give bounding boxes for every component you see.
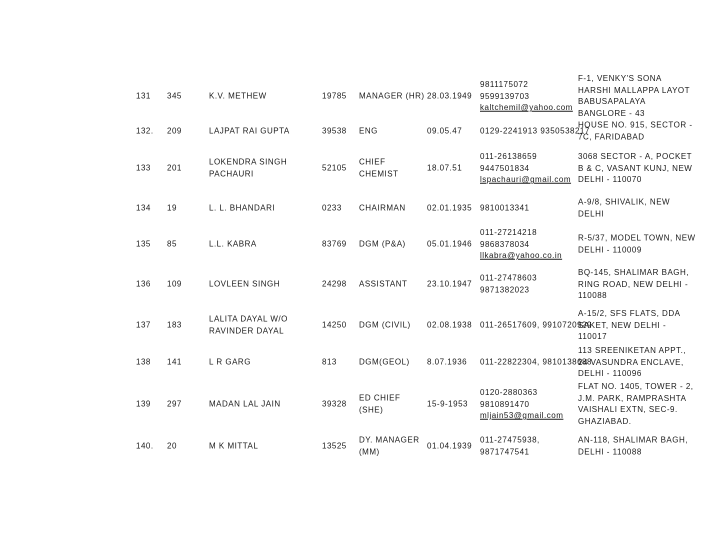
code-cell: 85 [167,239,177,249]
address-cell: 113 SREENIKETAN APPT., 24 VASUNDRA ENCLAVE, DELHI - 110096 [578,345,687,378]
name-cell: L.L. KABRA [209,239,257,249]
address-cell: A-15/2, SFS FLATS, DDA SAKET, NEW DELHI - 110017 [578,308,680,341]
employee-number-cell: 0233 [322,203,342,213]
email-link[interactable]: lspachauri@gmail.com [480,174,572,184]
designation-cell: ENG [359,126,378,136]
date-of-birth-cell: 05.01.1946 [427,239,473,249]
name-cell: M K MITTAL [209,441,259,451]
name-cell: LOVLEEN SINGH [209,279,280,289]
date-of-birth-cell: 09.05.47 [427,126,463,136]
designation-cell: ASSISTANT [359,279,408,289]
address-cell: F-1, VENKY'S SONA HARSHI MALLAPPA LAYOT BABUSAPALAYA BANGLORE - 43 [578,74,690,118]
email-link[interactable]: llkabra@yahoo.co.in [480,250,563,260]
name-cell: LAJPAT RAI GUPTA [209,126,290,136]
address-cell: AN-118, SHALIMAR BAGH, DELHI - 110088 [578,435,688,456]
date-of-birth-cell: 23.10.1947 [427,279,473,289]
employee-number-cell: 39538 [322,126,347,136]
designation-cell: DY. MANAGER (MM) [359,435,420,456]
name-cell: L. L. BHANDARI [209,203,276,213]
serial-number-cell: 139 [136,399,151,409]
code-cell: 183 [167,320,182,330]
address-cell: HOUSE NO. 915, SECTOR - 7C, FARIDABAD [578,120,693,141]
serial-number-cell: 132. [136,126,154,136]
name-cell: MADAN LAL JAIN [209,399,281,409]
code-cell: 201 [167,163,182,173]
phone-number: 011-26138659 [480,151,538,161]
phone-number: 011-27214218 [480,227,538,237]
phone-number: 9447501834 [480,163,530,173]
employee-number-cell: 13525 [322,441,347,451]
employee-number-cell: 52105 [322,163,347,173]
address-cell: A-9/8, SHIVALIK, NEW DELHI [578,197,671,218]
serial-number-cell: 131 [136,91,151,101]
address-cell: FLAT NO. 1405, TOWER - 2, J.M. PARK, RAMPRASHTA VAISHALI EXTN, SEC-9. GHAZIABAD. [578,382,694,426]
designation-cell: ED CHIEF (SHE) [359,393,401,414]
address-cell: BQ-145, SHALIMAR BAGH, RING ROAD, NEW DELHI - 110088 [578,267,690,300]
designation-cell: CHIEF CHEMIST [359,157,399,178]
serial-number-cell: 137 [136,320,151,330]
name-cell: LOKENDRA SINGH PACHAURI [209,157,288,178]
email-link[interactable]: mljain53@gmail.com [480,410,564,420]
phone-number: 9810891470 [480,399,530,409]
phone-number: 9599139703 [480,91,530,101]
employee-number-cell: 14250 [322,320,347,330]
code-cell: 297 [167,399,182,409]
date-of-birth-cell: 18.07.51 [427,163,463,173]
name-cell: LALITA DAYAL W/O RAVINDER DAYAL [209,314,288,335]
employee-number-cell: 19785 [322,91,347,101]
serial-number-cell: 140. [136,441,154,451]
serial-number-cell: 136 [136,279,151,289]
employee-number-cell: 813 [322,357,337,367]
name-cell: L R GARG [209,357,251,367]
phone-number: 9868378034 [480,239,530,249]
employee-number-cell: 24298 [322,279,347,289]
code-cell: 209 [167,126,182,136]
employee-number-cell: 83769 [322,239,347,249]
phone-number: 9811175072 [480,79,529,89]
name-cell: K.V. METHEW [209,91,267,101]
phone-number: 011-27478603 [480,273,538,283]
serial-number-cell: 134 [136,203,151,213]
designation-cell: DGM (CIVIL) [359,320,411,330]
phone-number: 011-26517609, 9910720929 [480,320,592,330]
date-of-birth-cell: 02.01.1935 [427,203,473,213]
phone-number: 9871747541 [480,447,530,456]
date-of-birth-cell: 8.07.1936 [427,357,468,367]
employee-number-cell: 39328 [322,399,347,409]
phone-number: 011-22822304, 9810138688 [480,357,592,367]
designation-cell: DGM (P&A) [359,239,406,249]
email-link[interactable]: kaltchemil@yahoo.com [480,102,573,112]
phone-number: 9810013341 [480,203,530,213]
designation-cell: CHAIRMAN [359,203,406,213]
serial-number-cell: 138 [136,357,151,367]
address-cell: R-5/37, MODEL TOWN, NEW DELHI - 110009 [578,233,696,254]
phone-number: 0120-2880363 [480,387,538,397]
code-cell: 345 [167,91,182,101]
designation-cell: DGM(GEOL) [359,357,410,367]
designation-cell: MANAGER (HR) [359,91,425,101]
date-of-birth-cell: 01.04.1939 [427,441,473,451]
address-cell: 3068 SECTOR - A, POCKET B & C, VASANT KUNJ, NEW DELHI - 110070 [578,151,693,184]
date-of-birth-cell: 02.08.1938 [427,320,473,330]
code-cell: 109 [167,279,182,289]
phone-number: 9871382023 [480,285,530,294]
code-cell: 20 [167,441,177,451]
serial-number-cell: 135 [136,239,151,249]
code-cell: 141 [167,357,182,367]
date-of-birth-cell: 15-9-1953 [427,399,468,409]
phone-number: 011-27475938, [480,435,540,445]
date-of-birth-cell: 28.03.1949 [427,91,473,101]
code-cell: 19 [167,203,177,213]
serial-number-cell: 133 [136,163,151,173]
phone-number: 0129-2241913 9350538217 [480,126,590,136]
